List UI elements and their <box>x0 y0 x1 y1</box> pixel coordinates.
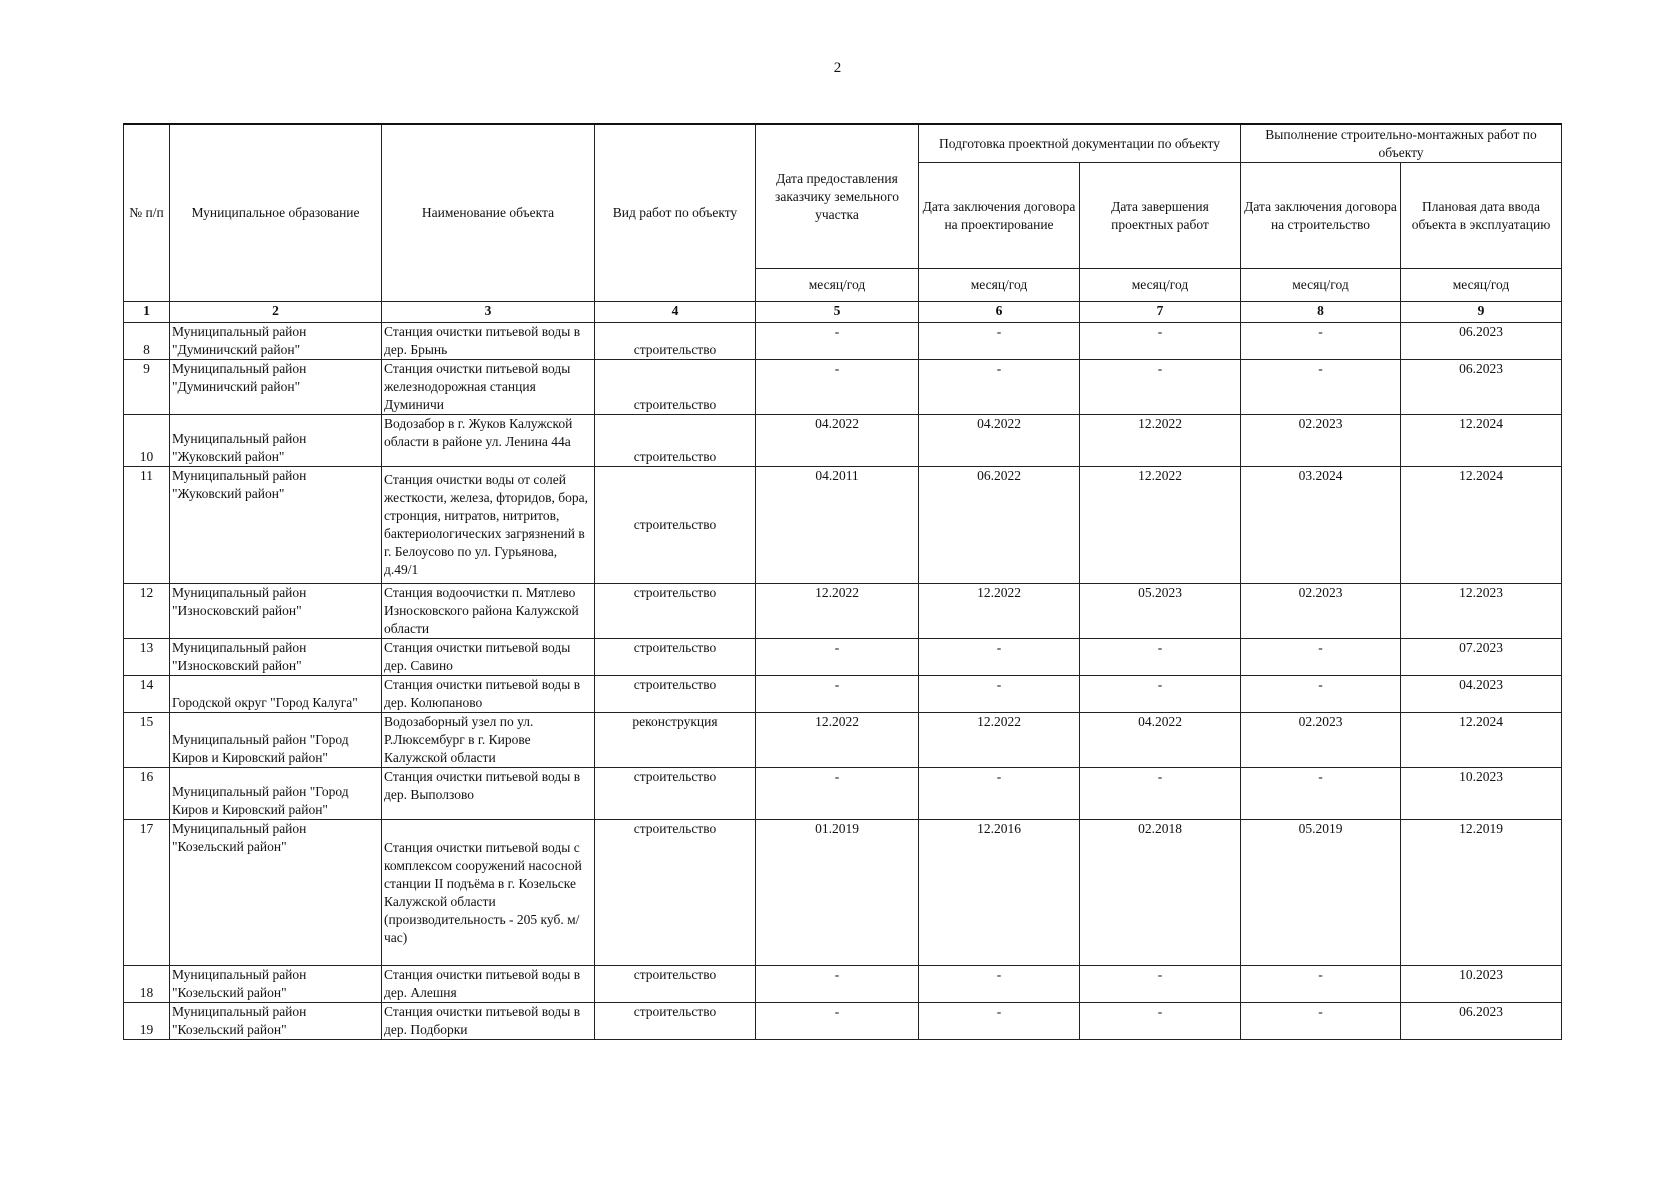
object-name-cell: Станция очистки питьевой воды в дер. Алешня <box>382 966 595 1003</box>
column-number: 7 <box>1080 302 1241 323</box>
design-contract-date-cell: 12.2016 <box>919 820 1080 966</box>
construction-contract-date-cell: - <box>1241 676 1401 713</box>
design-contract-date-cell: - <box>919 639 1080 676</box>
municipality-cell: Муниципальный район "Износковский район" <box>170 584 382 639</box>
construction-contract-date-cell: - <box>1241 966 1401 1003</box>
land-date-cell: 04.2022 <box>756 415 919 467</box>
design-contract-date-cell: - <box>919 676 1080 713</box>
design-contract-date-cell: 06.2022 <box>919 467 1080 584</box>
work-type-cell: строительство <box>595 1003 756 1040</box>
land-date-cell: 12.2022 <box>756 584 919 639</box>
work-type-cell: реконструкция <box>595 713 756 768</box>
construction-contract-date-cell: - <box>1241 639 1401 676</box>
design-contract-date-cell: 12.2022 <box>919 584 1080 639</box>
design-complete-date-cell: - <box>1080 768 1241 820</box>
work-type-cell: строительство <box>595 323 756 360</box>
table-row <box>124 584 1562 639</box>
construction-contract-date-cell: 02.2023 <box>1241 713 1401 768</box>
commissioning-date-cell: 06.2023 <box>1401 1003 1562 1040</box>
object-name-cell: Станция очистки воды от солей жесткости, железа, фторидов, бора, стронция, нитратов, нитритов, бактериологических загрязнений в г. Белоусово по ул. Гурьянова, д.49/1 <box>382 467 595 584</box>
design-complete-date-cell: 12.2022 <box>1080 415 1241 467</box>
header-construction-group: Выполнение строительно-монтажных работ по объекту <box>1241 124 1562 163</box>
row-number: 8 <box>124 323 170 360</box>
object-name-cell: Станция очистки питьевой воды в дер. Выползово <box>382 768 595 820</box>
design-complete-date-cell: 05.2023 <box>1080 584 1241 639</box>
design-contract-date-cell: - <box>919 1003 1080 1040</box>
commissioning-date-cell: 12.2023 <box>1401 584 1562 639</box>
row-number: 15 <box>124 713 170 768</box>
column-number: 5 <box>756 302 919 323</box>
column-number: 6 <box>919 302 1080 323</box>
row-number: 13 <box>124 639 170 676</box>
municipality-cell: Муниципальный район "Город Киров и Кировский район" <box>170 713 382 768</box>
municipality-cell: Муниципальный район "Козельский район" <box>170 966 382 1003</box>
commissioning-date-cell: 10.2023 <box>1401 966 1562 1003</box>
work-type-cell: строительство <box>595 584 756 639</box>
design-contract-date-cell: 04.2022 <box>919 415 1080 467</box>
row-number: 18 <box>124 966 170 1003</box>
column-number: 3 <box>382 302 595 323</box>
table-row <box>124 360 1562 415</box>
object-name-cell: Станция водоочистки п. Мятлево Износковского района Калужской области <box>382 584 595 639</box>
header-unit: месяц/год <box>756 269 919 302</box>
column-number: 1 <box>124 302 170 323</box>
commissioning-date-cell: 07.2023 <box>1401 639 1562 676</box>
design-contract-date-cell: - <box>919 966 1080 1003</box>
work-type-cell: строительство <box>595 676 756 713</box>
object-name-cell: Станция очистки питьевой воды в дер. Брынь <box>382 323 595 360</box>
construction-contract-date-cell: 02.2023 <box>1241 415 1401 467</box>
commissioning-date-cell: 12.2024 <box>1401 415 1562 467</box>
design-contract-date-cell: - <box>919 323 1080 360</box>
object-name-cell: Станция очистки питьевой воды в дер. Колюпаново <box>382 676 595 713</box>
object-name-cell: Станция очистки питьевой воды с комплексом сооружений насосной станции II подъёма в г. Козельске Калужской области (производительность - 205 куб. м/час) <box>382 820 595 966</box>
construction-contract-date-cell: - <box>1241 1003 1401 1040</box>
object-name-cell: Станция очистки питьевой воды железнодорожная станция Думиничи <box>382 360 595 415</box>
table-row <box>124 676 1562 713</box>
design-complete-date-cell: - <box>1080 639 1241 676</box>
municipality-cell: Муниципальный район "Козельский район" <box>170 1003 382 1040</box>
construction-contract-date-cell: 03.2024 <box>1241 467 1401 584</box>
header-commissioning: Плановая дата ввода объекта в эксплуатацию <box>1401 163 1562 269</box>
header-unit: месяц/год <box>1401 269 1562 302</box>
header-design-contract: Дата заключения договора на проектирование <box>919 163 1080 269</box>
design-complete-date-cell: 04.2022 <box>1080 713 1241 768</box>
header-municipality: Муниципальное образование <box>170 124 382 302</box>
header-num: № п/п <box>124 124 170 302</box>
land-date-cell: - <box>756 323 919 360</box>
land-date-cell: 01.2019 <box>756 820 919 966</box>
work-type-cell: строительство <box>595 768 756 820</box>
commissioning-date-cell: 12.2019 <box>1401 820 1562 966</box>
object-name-cell: Станция очистки питьевой воды в дер. Подборки <box>382 1003 595 1040</box>
table-row <box>124 713 1562 768</box>
work-type-cell: строительство <box>595 467 756 584</box>
municipality-cell: Муниципальный район "Износковский район" <box>170 639 382 676</box>
construction-contract-date-cell: - <box>1241 323 1401 360</box>
header-construction-contract: Дата заключения договора на строительство <box>1241 163 1401 269</box>
column-number-row <box>124 302 1562 323</box>
work-type-cell: строительство <box>595 360 756 415</box>
table-row <box>124 820 1562 966</box>
construction-contract-date-cell: 02.2023 <box>1241 584 1401 639</box>
table-row <box>124 639 1562 676</box>
municipality-cell: Городской округ "Город Калуга" <box>170 676 382 713</box>
work-type-cell: строительство <box>595 820 756 966</box>
object-name-cell: Станция очистки питьевой воды дер. Савино <box>382 639 595 676</box>
construction-contract-date-cell: 05.2019 <box>1241 820 1401 966</box>
municipality-cell: Муниципальный район "Думиничский район" <box>170 323 382 360</box>
row-number: 16 <box>124 768 170 820</box>
header-design-complete: Дата завершения проектных работ <box>1080 163 1241 269</box>
object-name-cell: Водозаборный узел по ул. Р.Люксембург в г. Кирове Калужской области <box>382 713 595 768</box>
municipality-cell: Муниципальный район "Думиничский район" <box>170 360 382 415</box>
land-date-cell: - <box>756 1003 919 1040</box>
land-date-cell: - <box>756 360 919 415</box>
land-date-cell: - <box>756 966 919 1003</box>
municipality-cell: Муниципальный район "Город Киров и Кировский район" <box>170 768 382 820</box>
column-number: 4 <box>595 302 756 323</box>
header-object: Наименование объекта <box>382 124 595 302</box>
construction-contract-date-cell: - <box>1241 768 1401 820</box>
row-number: 12 <box>124 584 170 639</box>
column-number: 9 <box>1401 302 1562 323</box>
column-number: 2 <box>170 302 382 323</box>
land-date-cell: - <box>756 676 919 713</box>
commissioning-date-cell: 12.2024 <box>1401 713 1562 768</box>
row-number: 19 <box>124 1003 170 1040</box>
table-row <box>124 1003 1562 1040</box>
design-complete-date-cell: 12.2022 <box>1080 467 1241 584</box>
land-date-cell: - <box>756 768 919 820</box>
header-land-date: Дата предоставления заказчику земельного участка <box>756 124 919 269</box>
design-complete-date-cell: - <box>1080 676 1241 713</box>
header-design-group: Подготовка проектной документации по объекту <box>919 124 1241 163</box>
row-number: 11 <box>124 467 170 584</box>
design-contract-date-cell: - <box>919 768 1080 820</box>
municipality-cell: Муниципальный район "Козельский район" <box>170 820 382 966</box>
land-date-cell: 04.2011 <box>756 467 919 584</box>
commissioning-date-cell: 10.2023 <box>1401 768 1562 820</box>
commissioning-date-cell: 12.2024 <box>1401 467 1562 584</box>
object-name-cell: Водозабор в г. Жуков Калужской области в районе ул. Ленина 44а <box>382 415 595 467</box>
page-number: 2 <box>833 60 842 76</box>
row-number: 14 <box>124 676 170 713</box>
commissioning-date-cell: 06.2023 <box>1401 360 1562 415</box>
row-number: 17 <box>124 820 170 966</box>
row-number: 9 <box>124 360 170 415</box>
design-contract-date-cell: - <box>919 360 1080 415</box>
table-row <box>124 467 1562 584</box>
header-work-type: Вид работ по объекту <box>595 124 756 302</box>
design-complete-date-cell: - <box>1080 323 1241 360</box>
table-row <box>124 768 1562 820</box>
table-row <box>124 415 1562 467</box>
construction-contract-date-cell: - <box>1241 360 1401 415</box>
design-complete-date-cell: - <box>1080 1003 1241 1040</box>
design-complete-date-cell: - <box>1080 966 1241 1003</box>
design-contract-date-cell: 12.2022 <box>919 713 1080 768</box>
table-row <box>124 966 1562 1003</box>
row-number: 10 <box>124 415 170 467</box>
design-complete-date-cell: 02.2018 <box>1080 820 1241 966</box>
work-type-cell: строительство <box>595 415 756 467</box>
header-unit: месяц/год <box>1241 269 1401 302</box>
land-date-cell: - <box>756 639 919 676</box>
commissioning-date-cell: 06.2023 <box>1401 323 1562 360</box>
header-unit: месяц/год <box>1080 269 1241 302</box>
table-row <box>124 323 1562 360</box>
header-unit: месяц/год <box>919 269 1080 302</box>
land-date-cell: 12.2022 <box>756 713 919 768</box>
municipality-cell: Муниципальный район "Жуковский район" <box>170 467 382 584</box>
municipality-cell: Муниципальный район "Жуковский район" <box>170 415 382 467</box>
column-number: 8 <box>1241 302 1401 323</box>
construction-schedule-table <box>123 123 1562 1040</box>
work-type-cell: строительство <box>595 639 756 676</box>
work-type-cell: строительство <box>595 966 756 1003</box>
commissioning-date-cell: 04.2023 <box>1401 676 1562 713</box>
design-complete-date-cell: - <box>1080 360 1241 415</box>
